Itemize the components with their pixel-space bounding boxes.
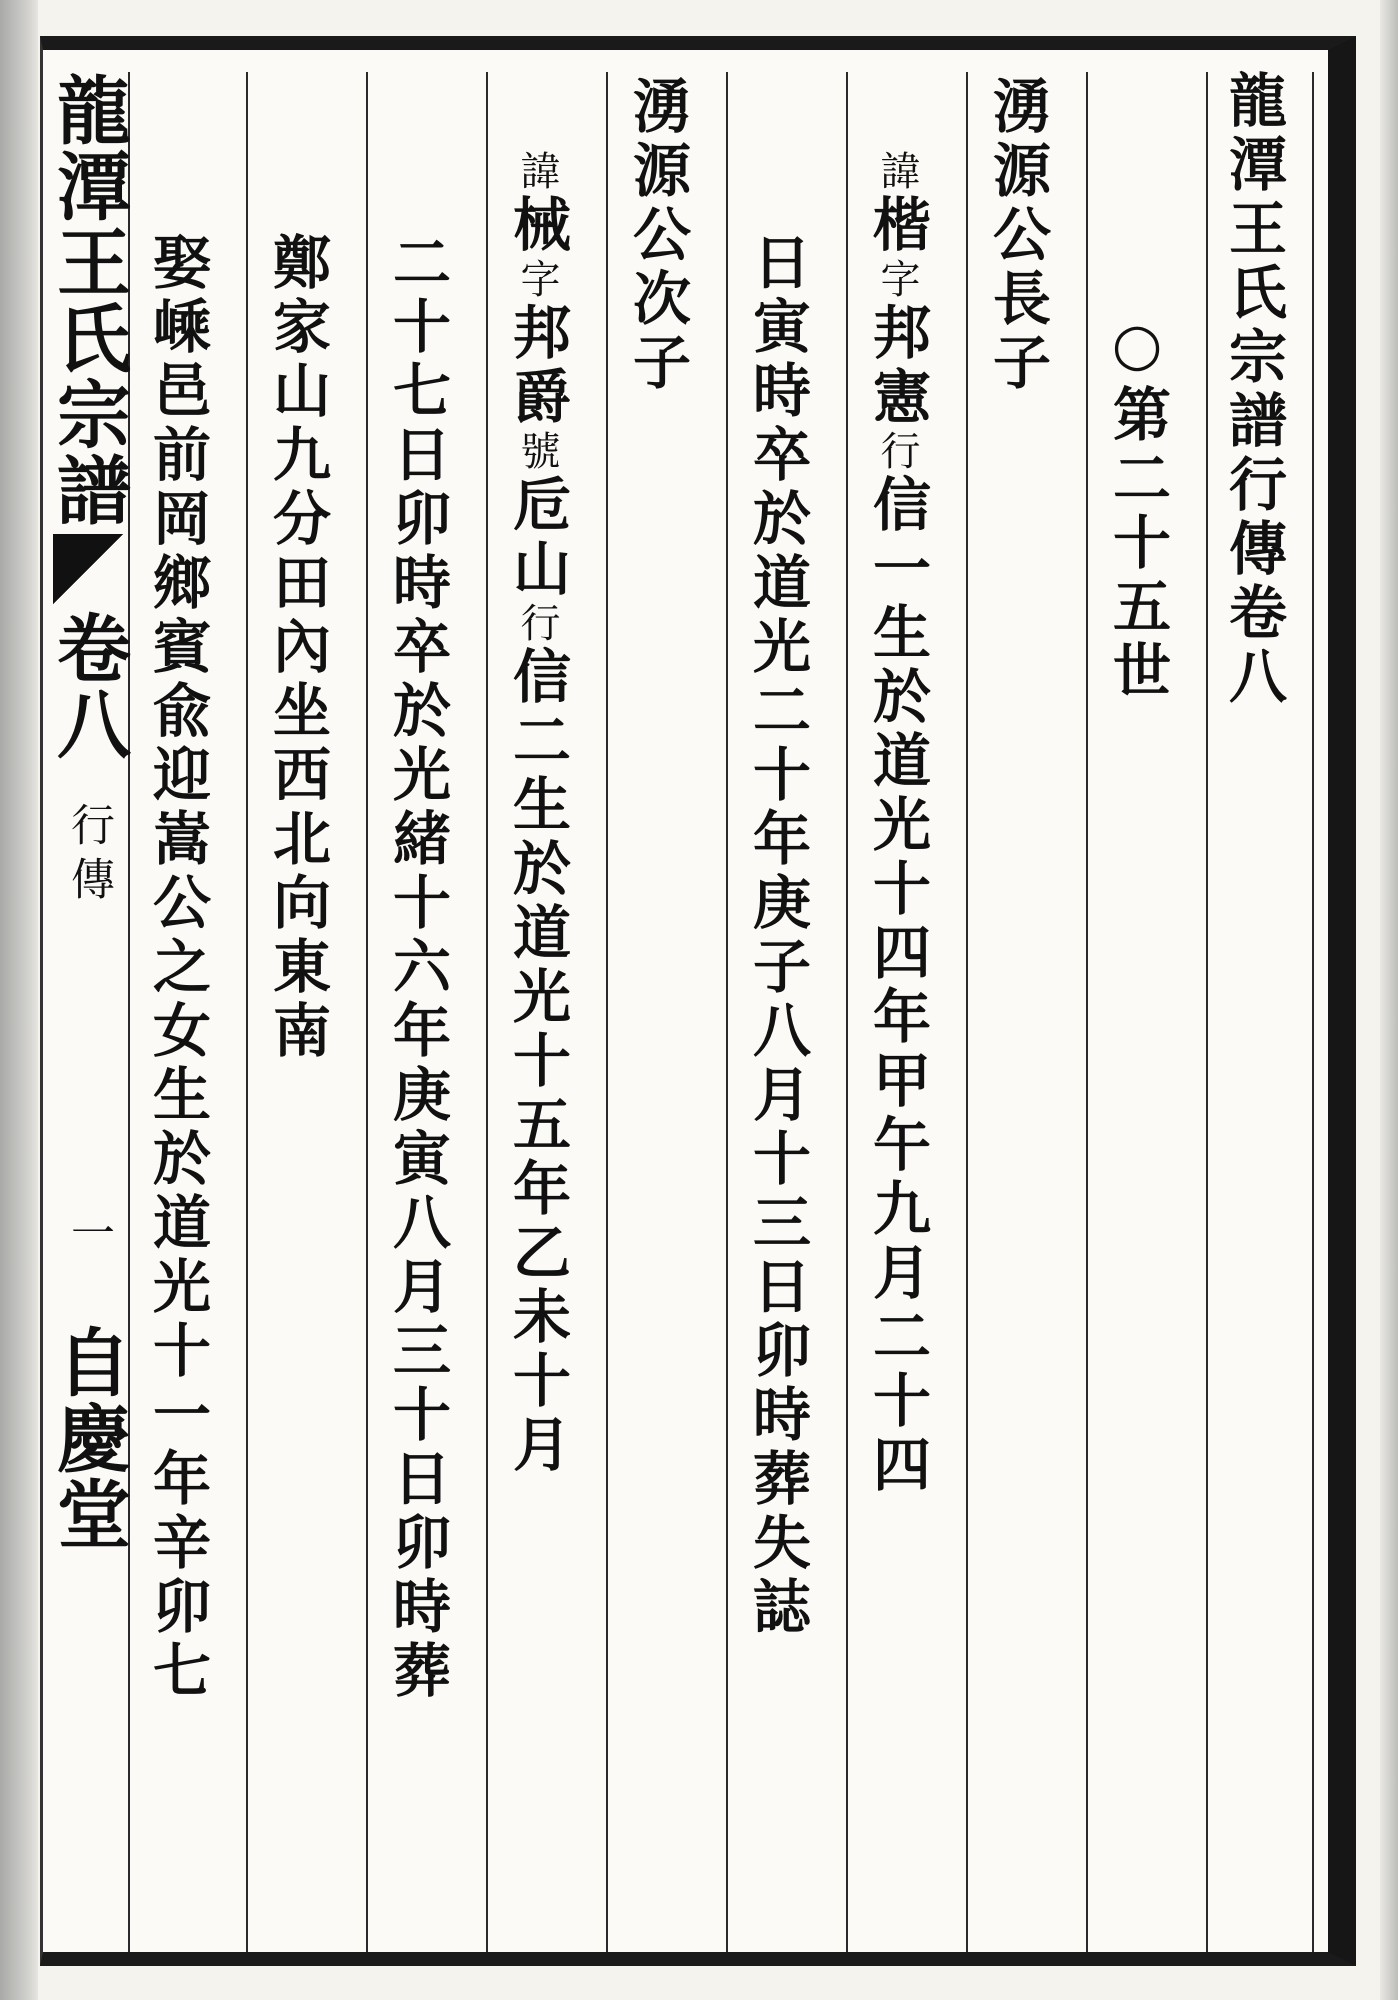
entry-2-life-3: 鄭家山九分田內坐西北向東南 xyxy=(263,232,331,1064)
entry-1-hang-label: 行 xyxy=(874,430,920,474)
margin-hall-name: 自慶堂 xyxy=(45,1324,131,1552)
margin-volume: 卷八 xyxy=(45,610,131,762)
column-rule xyxy=(246,72,248,1952)
entry-1-name: 楷 xyxy=(863,194,931,258)
column-rule xyxy=(486,72,488,1952)
entry-2-life-2: 二十七日卯時卒於光緒十六年庚寅八月三十日卯時葬 xyxy=(383,232,451,1704)
entry-2-hao-label: 號 xyxy=(514,430,560,474)
margin-book-title: 龍潭王氏宗譜 xyxy=(45,72,131,528)
entry-1-zi: 邦憲 xyxy=(863,302,931,430)
column-rule xyxy=(966,72,968,1952)
entry-1-zi-label: 字 xyxy=(874,258,920,302)
margin-page-number: 一 xyxy=(63,1210,114,1264)
entry-2-zi: 邦爵 xyxy=(503,302,571,430)
entry-1-life-1: 生於道光十四年甲午九月二十四 xyxy=(863,602,931,1498)
entry-2-zi-label: 字 xyxy=(514,258,560,302)
entry-1-name-line xyxy=(863,150,931,1498)
margin-section: 行傳 xyxy=(63,802,114,910)
entry-2-life-1: 生於道光十五年乙未十月 xyxy=(503,774,571,1478)
entry-1-hang: 信一 xyxy=(863,474,931,602)
page-edge-shadow xyxy=(1380,0,1398,2000)
column-rule xyxy=(606,72,608,1952)
fold-margin xyxy=(45,72,131,1952)
column-rule xyxy=(1086,72,1088,1952)
entry-1-hui: 諱 xyxy=(874,150,920,194)
entry-2-hao: 卮山 xyxy=(503,474,571,602)
entry-1-life-2: 日寅時卒於道光二十年庚子八月十三日卯時葬失誌 xyxy=(743,232,811,1640)
generation-heading: ○第二十五世 xyxy=(1103,310,1171,704)
column-rule xyxy=(1206,72,1208,1952)
entry-2-name-line xyxy=(503,150,571,1478)
entry-2-life-4: 娶嵊邑前岡鄉賓兪迎嵩公之女生於道光十一年辛卯七 xyxy=(143,232,211,1704)
volume-title: 龍潭王氏宗譜行傳卷八 xyxy=(1219,70,1287,710)
column-rule xyxy=(1312,72,1314,1952)
entry-2-hang-label: 行 xyxy=(514,602,560,646)
entry-2-hui: 諱 xyxy=(514,150,560,194)
book-gutter-shadow xyxy=(0,0,38,2000)
entry-2-hang: 信二 xyxy=(503,646,571,774)
column-rule xyxy=(366,72,368,1952)
entry-2-lineage: 湧源公次子 xyxy=(623,76,691,396)
fishtail-mark-icon xyxy=(53,534,123,604)
entry-2-name: 械 xyxy=(503,194,571,258)
column-rule xyxy=(846,72,848,1952)
entry-1-lineage: 湧源公長子 xyxy=(983,76,1051,396)
column-rule xyxy=(726,72,728,1952)
